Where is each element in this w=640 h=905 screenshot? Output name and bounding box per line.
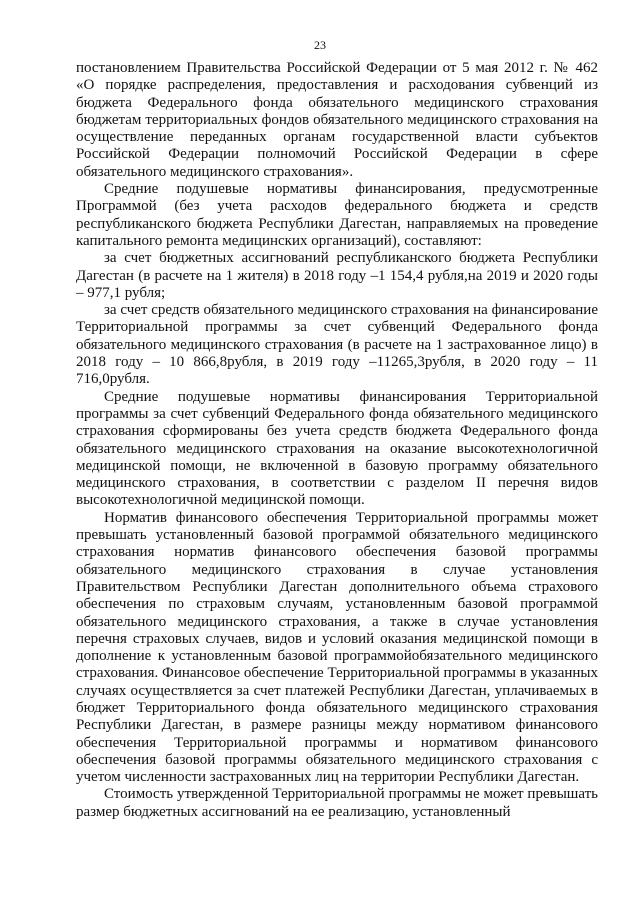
paragraph-6: Норматив финансового обеспечения Территориальной программы может превышать установленный базовой программой обязательного медицинского страхования норматив финансового обеспечения базовой программы обязательного медицинского страхования в случае установления Правительством Республики Дагестан дополнительного объема страхового обеспечения по страховым случаям, установленным базовой программой обязательного медицинского страхования, а также в случае установления перечня страховых случаев, видов и условий оказания медицинской помощи в дополнение к установленным базовой программойобязательного медицинского страхования. Финансовое обеспечение Территориальной программы в указанных случаях осуществляется за счет платежей Республики Дагестан, уплачиваемых в бюджет Территориального фонда обязательного медицинского страхования Республики Дагестан, в размере разницы между нормативом финансового обеспечения Территориальной программы и нормативом финансового обеспечения базовой программы обязательного медицинского страхования с учетом численности застрахованных лиц на территории Республики Дагестан.: [76, 509, 598, 786]
paragraph-1: постановлением Правительства Российской Федерации от 5 мая 2012 г. № 462 «О порядке распределения, предоставления и расходования субвенций из бюджета Федерального фонда обязательного медицинского страхования бюджетам территориальных фондов обязательного медицинского страхования на осуществление переданных органам государственной власти субъектов Российской Федерации полномочий Российской Федерации в сфере обязательного медицинского страхования».: [76, 60, 598, 180]
page-number: 23: [314, 38, 326, 52]
paragraph-2: Средние подушевые нормативы финансирования, предусмотренные Программой (без учета расходов федерального бюджета и средств республиканского бюджета Республики Дагестан, направляемых на проведение капитального ремонта медицинских организаций), составляют:: [76, 181, 598, 249]
paragraph-5: Средние подушевые нормативы финансирования Территориальной программы за счет субвенций Федерального фонда обязательного медицинского страхования сформированы без учета средств бюджета Федерального фонда обязательного медицинского страхования на оказание высокотехнологичной медицинской помощи, не включенной в базовую программу обязательного медицинского страхования, в соответствии с разделом II перечня видов высокотехнологичной медицинской помощи.: [76, 388, 598, 509]
paragraph-7: Стоимость утвержденной Территориальной программы не может превышать размер бюджетных ассигнований на ее реализацию, установленный: [76, 786, 598, 820]
document-body: [76, 60, 598, 821]
paragraph-4: за счет средств обязательного медицинского страхования на финансирование Территориальной программы за счет субвенций Федерального фонда обязательного медицинского страхования (в расчете на 1 застрахованное лицо) в 2018 году – 10 866,8рубля, в 2019 году –11265,3рубля, в 2020 году – 11 716,0рубля.: [76, 302, 598, 388]
paragraph-3: за счет бюджетных ассигнований республиканского бюджета Республики Дагестан (в расчете на 1 жителя) в 2018 году –1 154,4 рубля,на 2019 и 2020 годы – 977,1 рубля;: [76, 250, 598, 301]
